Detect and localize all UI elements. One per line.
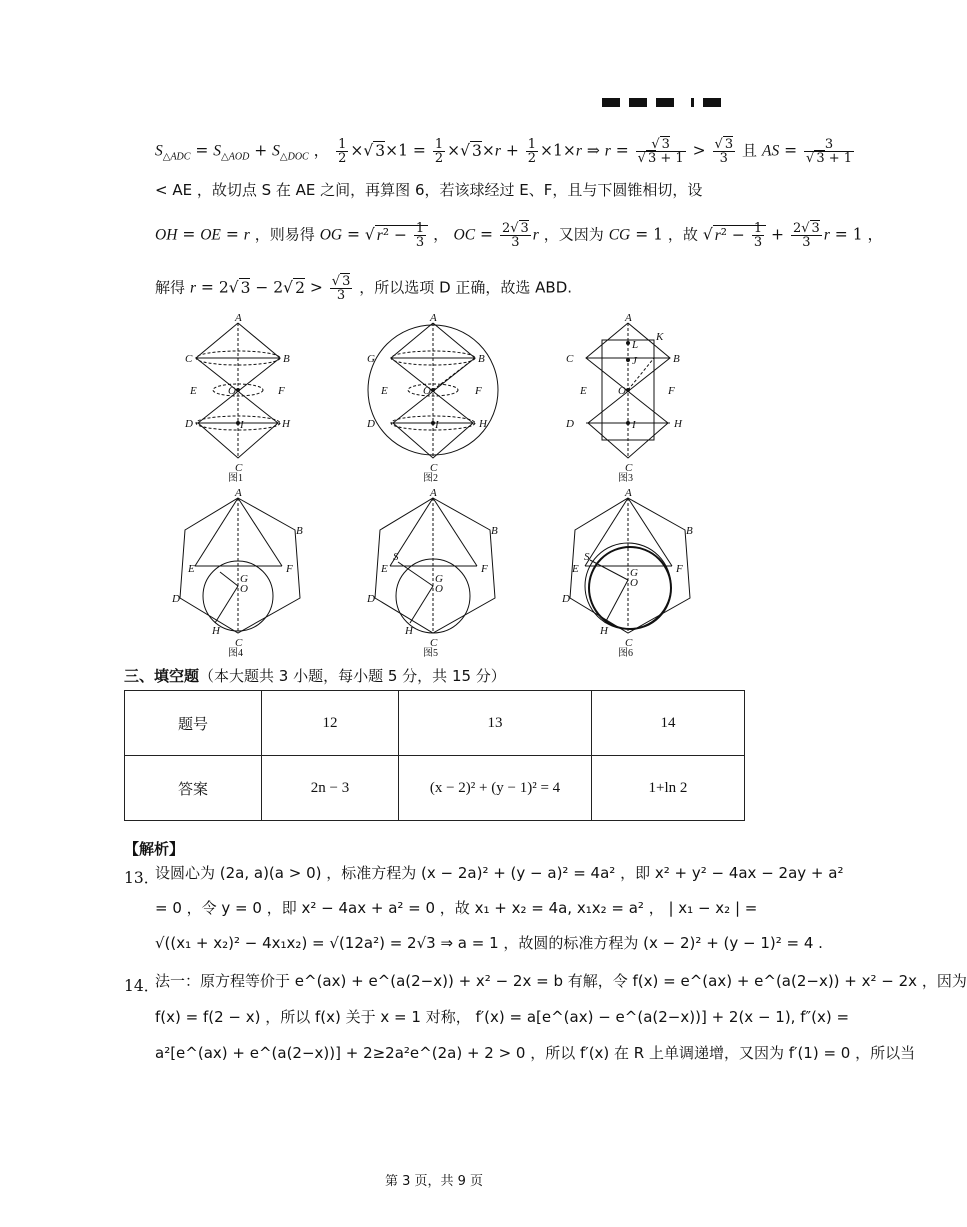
header-mark xyxy=(656,98,674,107)
svg-text:D: D xyxy=(367,418,375,430)
svg-text:E: E xyxy=(381,563,388,575)
q13-line-2: = 0 ，令 y = 0 ，即 x² − 4ax + a² = 0 ，故 x₁ + x₂ = 4a, x₁x₂ = a² ， | x₁ − x₂ | = xyxy=(155,899,758,917)
svg-text:H: H xyxy=(405,625,413,637)
svg-text:B: B xyxy=(491,525,498,537)
svg-text:B: B xyxy=(686,525,693,537)
svg-text:I: I xyxy=(240,419,244,431)
svg-text:C: C xyxy=(430,462,438,474)
svg-text:B: B xyxy=(673,353,680,365)
solution-line-4: 解得 r = 2√ 3 − 2√ 2 > $\frac{√ 3}{3}$ ，所以选项 D 正确，故选 ABD. xyxy=(155,274,573,303)
svg-text:G: G xyxy=(435,573,443,585)
svg-text:G: G xyxy=(367,353,375,365)
svg-text:F: F xyxy=(278,385,285,397)
question-13-label: 13． xyxy=(124,869,160,887)
svg-text:F: F xyxy=(668,385,675,397)
q14-line-2: f(x) = f(2 − x) ，所以 f(x) 关于 x = 1 对称， f′(x) = a[e^(ax) − e^(a(2−x))] + 2(x − 1), f″(x) = xyxy=(155,1008,850,1026)
svg-text:E: E xyxy=(580,385,587,397)
q14-line-3: a²[e^(ax) + e^(a(2−x))] + 2≥2a²e^(2a) + 2 > 0 ，所以 f′(x) 在 R 上单调递增，又因为 f′(1) = 0 ，所以当 xyxy=(155,1044,916,1062)
figure-2 xyxy=(366,312,498,484)
svg-text:E: E xyxy=(190,385,197,397)
figure-caption: 图5 xyxy=(423,648,438,659)
svg-text:O: O xyxy=(240,583,248,595)
svg-text:A: A xyxy=(235,312,242,324)
svg-text:A: A xyxy=(235,487,242,499)
section-subtitle: （本大题共 3 小题，每小题 5 分，共 15 分） xyxy=(199,667,506,685)
solution-line-1: $S_{\triangle ADC} = S_{\triangle AOD} + S_{\triangle DOC}$ ， $\frac{1}{2}$ ×√ 3×1 = $\frac{1}{2}$ ×√ 3×r + $\frac{1}{2}$ ×1×r ⇒ r = $\frac{√ 3}{√ 3 + 1}$ > $\frac{√ 3}{3}$ 且 AS = $\frac{3}{√ 3 + 1}$ xyxy=(155,137,853,166)
table-cell: (x − 2)² + (y − 1)² = 4 xyxy=(399,756,592,821)
figure-caption: 图3 xyxy=(618,473,633,484)
svg-text:C: C xyxy=(235,637,243,649)
svg-text:L: L xyxy=(632,339,639,351)
svg-text:O: O xyxy=(423,385,431,397)
svg-text:D: D xyxy=(566,418,574,430)
svg-text:B: B xyxy=(296,525,303,537)
header-mark xyxy=(691,98,694,107)
svg-text:H: H xyxy=(674,418,682,430)
svg-text:C: C xyxy=(185,353,193,365)
header-mark xyxy=(602,98,620,107)
svg-text:F: F xyxy=(676,563,683,575)
figure-1 xyxy=(184,312,291,484)
svg-text:B: B xyxy=(478,353,485,365)
table-row xyxy=(125,691,745,756)
figure-caption: 图6 xyxy=(618,648,633,659)
figure-4 xyxy=(171,487,303,659)
table-cell: 1+ln 2 xyxy=(592,756,745,821)
table-cell: 13 xyxy=(399,691,592,756)
svg-text:C: C xyxy=(566,353,574,365)
svg-text:F: F xyxy=(286,563,293,575)
svg-text:O: O xyxy=(618,385,626,397)
svg-text:C: C xyxy=(235,462,243,474)
q13-line-3: √((x₁ + x₂)² − 4x₁x₂) = √(12a²) = 2√3 ⇒ a = 1 ，故圆的标准方程为 (x − 2)² + (y − 1)² = 4 . xyxy=(155,934,823,952)
svg-text:H: H xyxy=(212,625,220,637)
svg-text:G: G xyxy=(630,567,638,579)
svg-text:H: H xyxy=(600,625,608,637)
svg-text:A: A xyxy=(430,312,437,324)
table-row xyxy=(125,756,745,821)
svg-text:D: D xyxy=(185,418,193,430)
svg-text:F: F xyxy=(475,385,482,397)
svg-text:A: A xyxy=(430,487,437,499)
solution-line-3: OH = OE = r ，则易得 OG = √ r² − $\frac{1}{3}$ ， OC = $\frac{2√ 3}{3}$ r ，又因为 CG = 1 ，故 √ r² − $\frac{1}{3}$ + $\frac{2√ 3}{3}$ r = 1 ， xyxy=(155,221,883,250)
figure-caption: 图2 xyxy=(423,473,438,484)
svg-text:E: E xyxy=(188,563,195,575)
svg-text:K: K xyxy=(656,331,664,343)
svg-text:F: F xyxy=(481,563,488,575)
q14-line-1: 法一：原方程等价于 e^(ax) + e^(a(2−x)) + x² − 2x = b 有解，令 f(x) = e^(ax) + e^(a(2−x)) + x² − 2x ，因为 xyxy=(155,972,967,990)
svg-text:D: D xyxy=(367,593,375,605)
table-cell: 12 xyxy=(262,691,399,756)
figure-caption: 图1 xyxy=(228,473,243,484)
section-title: 三、填空题 xyxy=(124,667,200,685)
svg-text:O: O xyxy=(228,385,236,397)
answer-table xyxy=(124,690,745,821)
geometry-figures xyxy=(160,312,720,659)
svg-text:J: J xyxy=(632,355,637,367)
svg-text:I: I xyxy=(435,419,439,431)
svg-text:D: D xyxy=(172,593,180,605)
table-cell: 2n − 3 xyxy=(262,756,399,821)
table-cell: 题号 xyxy=(125,691,262,756)
solution-line-2: < AE ，故切点 S 在 AE 之间，再算图 6，若该球经过 E、F，且与下圆锥相切，设 xyxy=(155,181,703,199)
q13-line-1: 设圆心为 (2a, a)(a > 0) ，标准方程为 (x − 2a)² + (y − a)² = 4a² ，即 x² + y² − 4ax − 2ay + a² xyxy=(155,864,844,882)
svg-text:D: D xyxy=(562,593,570,605)
header-mark xyxy=(629,98,647,107)
svg-text:H: H xyxy=(282,418,290,430)
header-mark xyxy=(703,98,721,107)
svg-text:O: O xyxy=(435,583,443,595)
question-14-label: 14． xyxy=(124,977,160,995)
figure-6 xyxy=(561,487,693,659)
svg-text:A: A xyxy=(625,312,632,324)
svg-text:C: C xyxy=(625,462,633,474)
svg-text:S: S xyxy=(393,551,399,563)
svg-text:G: G xyxy=(240,573,248,585)
svg-text:S: S xyxy=(584,551,590,563)
svg-text:E: E xyxy=(572,563,579,575)
svg-text:O: O xyxy=(630,577,638,589)
section-heading xyxy=(124,665,506,686)
svg-text:E: E xyxy=(381,385,388,397)
svg-text:C: C xyxy=(625,637,633,649)
figure-caption: 图4 xyxy=(228,648,243,659)
svg-text:I: I xyxy=(632,419,636,431)
figure-3 xyxy=(565,312,683,484)
svg-text:C: C xyxy=(430,637,438,649)
analysis-heading: 【解析】 xyxy=(124,840,185,858)
figure-5 xyxy=(366,487,498,659)
table-cell: 14 xyxy=(592,691,745,756)
svg-text:H: H xyxy=(479,418,487,430)
svg-text:A: A xyxy=(625,487,632,499)
table-cell: 答案 xyxy=(125,756,262,821)
svg-text:B: B xyxy=(283,353,290,365)
page-footer: 第 3 页，共 9 页 xyxy=(384,1174,484,1189)
